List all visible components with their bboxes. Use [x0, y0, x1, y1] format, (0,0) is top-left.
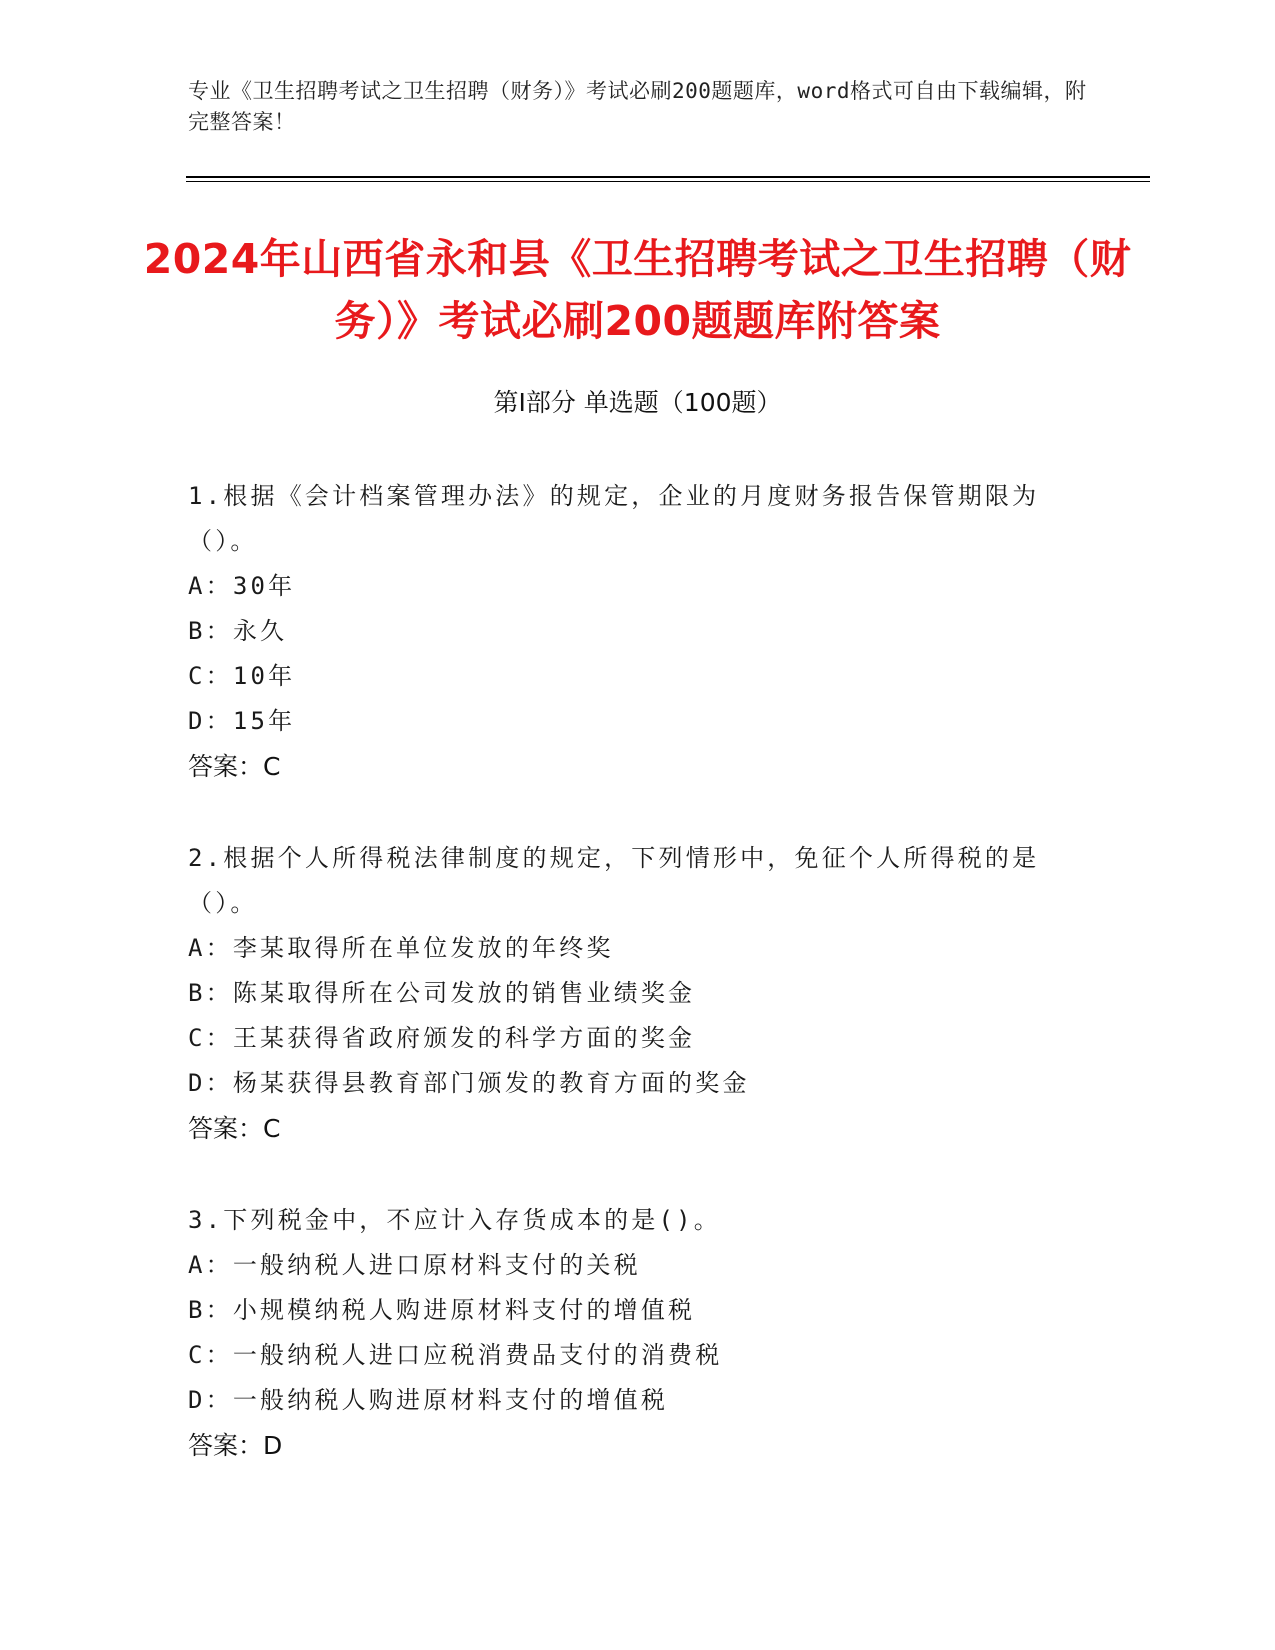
section-title: 第I部分 单选题（100题） [493, 388, 782, 417]
question-stem: 1.根据《会计档案管理办法》的规定，企业的月度财务报告保管期限为（）。 [188, 482, 1040, 555]
option-b: B：永久 [188, 617, 288, 645]
option-d: D：一般纳税人购进原材料支付的增值税 [188, 1386, 669, 1414]
question-3 [188, 1198, 1068, 1468]
question-stem: 2.根据个人所得税法律制度的规定，下列情形中，免征个人所得税的是（）。 [188, 844, 1040, 917]
document-title: 2024年山西省永和县《卫生招聘考试之卫生招聘（财务）》考试必刷200题题库附答案 [143, 235, 1132, 345]
option-a: A：一般纳税人进口原材料支付的关税 [188, 1251, 641, 1279]
option-c: C：10年 [188, 662, 296, 690]
question-list [188, 474, 1068, 1515]
question-stem: 3.下列税金中，不应计入存货成本的是()。 [188, 1206, 721, 1234]
header-rule-thick [186, 176, 1150, 178]
option-a: A：李某取得所在单位发放的年终奖 [188, 934, 614, 962]
option-b: B：小规模纳税人购进原材料支付的增值税 [188, 1296, 696, 1324]
option-d: D：15年 [188, 707, 296, 735]
question-2 [188, 836, 1068, 1151]
option-c: C：王某获得省政府颁发的科学方面的奖金 [188, 1024, 696, 1052]
option-a: A：30年 [188, 572, 296, 600]
question-1 [188, 474, 1068, 789]
answer: 答案：C [188, 752, 281, 781]
option-b: B：陈某取得所在公司发放的销售业绩奖金 [188, 979, 696, 1007]
option-d: D：杨某获得县教育部门颁发的教育方面的奖金 [188, 1069, 750, 1097]
answer: 答案：C [188, 1114, 281, 1143]
header-rule-thin [186, 181, 1150, 182]
answer: 答案：D [188, 1431, 283, 1460]
header-note: 专业《卫生招聘考试之卫生招聘（财务）》考试必刷200题题库，word格式可自由下载编辑，附完整答案！ [188, 79, 1087, 134]
option-c: C：一般纳税人进口应税消费品支付的消费税 [188, 1341, 723, 1369]
